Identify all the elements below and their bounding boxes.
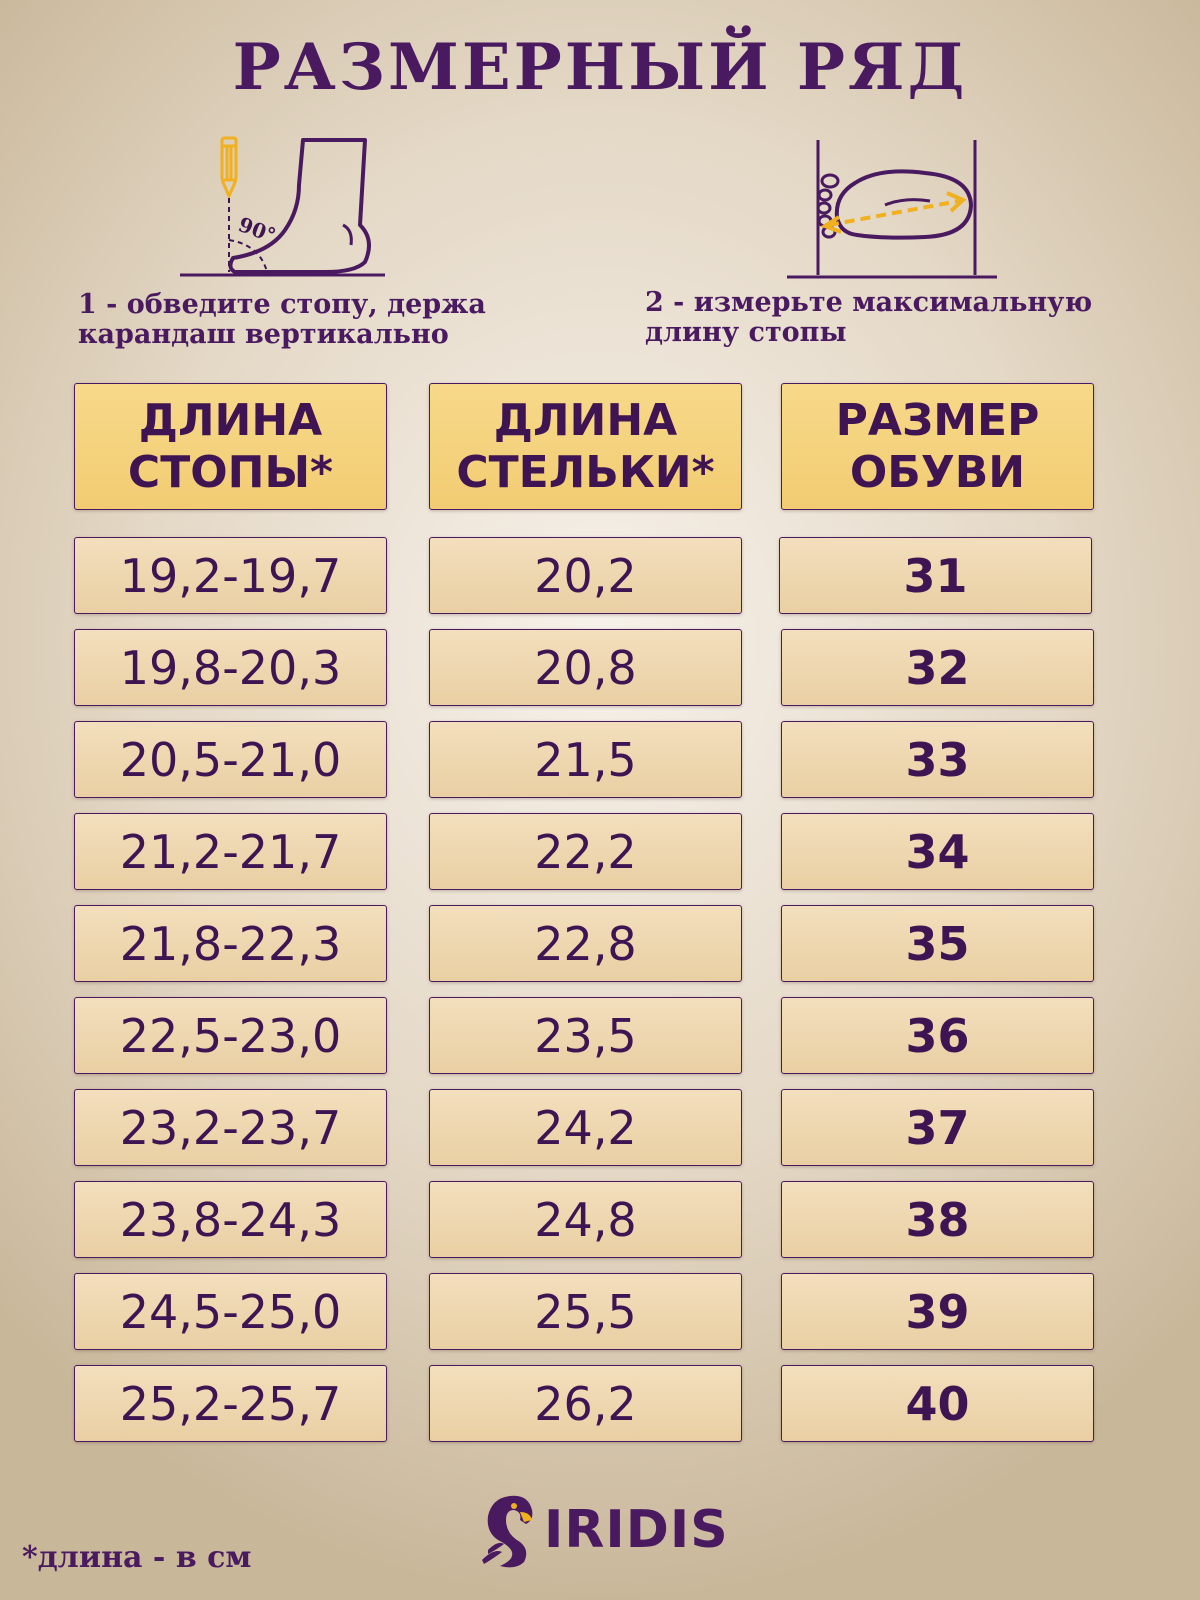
parrot-logo-icon [480, 1490, 538, 1570]
shoe-size-cell: 33 [781, 721, 1094, 798]
shoe-size-cell: 34 [781, 813, 1094, 890]
shoe-size-cell: 32 [781, 629, 1094, 706]
insole-length-cell: 20,2 [429, 537, 742, 614]
foot-length-cell: 23,8-24,3 [74, 1181, 387, 1258]
step1-line1: 1 - обведите стопу, держа [78, 289, 486, 320]
page-title: РАЗМЕРНЫЙ РЯД [232, 30, 968, 105]
shoe-size-cell: 36 [781, 997, 1094, 1074]
foot-length-cell: 25,2-25,7 [74, 1365, 387, 1442]
header-insole-length [429, 383, 742, 510]
angle-label: 90° [235, 212, 280, 248]
header-foot-length [74, 383, 387, 510]
insole-length-cell: 25,5 [429, 1273, 742, 1350]
brand-name: IRIDIS [544, 1500, 729, 1560]
footnote: *длина - в см [22, 1540, 252, 1575]
shoe-size-cell: 31 [779, 537, 1092, 614]
insole-length-cell: 24,2 [429, 1089, 742, 1166]
insole-length-cell: 22,8 [429, 905, 742, 982]
shoe-size-cell: 38 [781, 1181, 1094, 1258]
foot-length-cell: 22,5-23,0 [74, 997, 387, 1074]
foot-length-cell: 24,5-25,0 [74, 1273, 387, 1350]
header-foot-length-line1: ДЛИНА [138, 394, 323, 446]
header-insole-length-line1: ДЛИНА [493, 394, 678, 446]
foot-pencil-trace-icon [175, 130, 405, 285]
header-foot-length-line2: СТОПЫ* [127, 446, 334, 498]
foot-length-cell: 21,2-21,7 [74, 813, 387, 890]
header-shoe-size-line1: РАЗМЕР [835, 394, 1040, 446]
foot-length-cell: 20,5-21,0 [74, 721, 387, 798]
step2-line1: 2 - измерьте максимальную [645, 287, 1093, 318]
header-shoe-size [781, 383, 1094, 510]
foot-length-cell: 23,2-23,7 [74, 1089, 387, 1166]
step2-caption [645, 288, 1092, 348]
foot-length-cell: 21,8-22,3 [74, 905, 387, 982]
step1-caption [78, 290, 486, 350]
step1-line2: карандаш вертикально [78, 319, 449, 350]
insole-length-cell: 24,8 [429, 1181, 742, 1258]
foot-length-cell: 19,2-19,7 [74, 537, 387, 614]
header-insole-length-line2: СТЕЛЬКИ* [456, 446, 715, 498]
shoe-size-cell: 35 [781, 905, 1094, 982]
brand-logo [480, 1490, 729, 1570]
insole-length-cell: 22,2 [429, 813, 742, 890]
step2-line2: длину стопы [645, 317, 847, 348]
foot-length-measure-icon [785, 135, 1000, 285]
shoe-size-cell: 37 [781, 1089, 1094, 1166]
header-shoe-size-line2: ОБУВИ [849, 446, 1026, 498]
insole-length-cell: 20,8 [429, 629, 742, 706]
insole-length-cell: 23,5 [429, 997, 742, 1074]
insole-length-cell: 21,5 [429, 721, 742, 798]
insole-length-cell: 26,2 [429, 1365, 742, 1442]
foot-length-cell: 19,8-20,3 [74, 629, 387, 706]
shoe-size-cell: 40 [781, 1365, 1094, 1442]
shoe-size-cell: 39 [781, 1273, 1094, 1350]
